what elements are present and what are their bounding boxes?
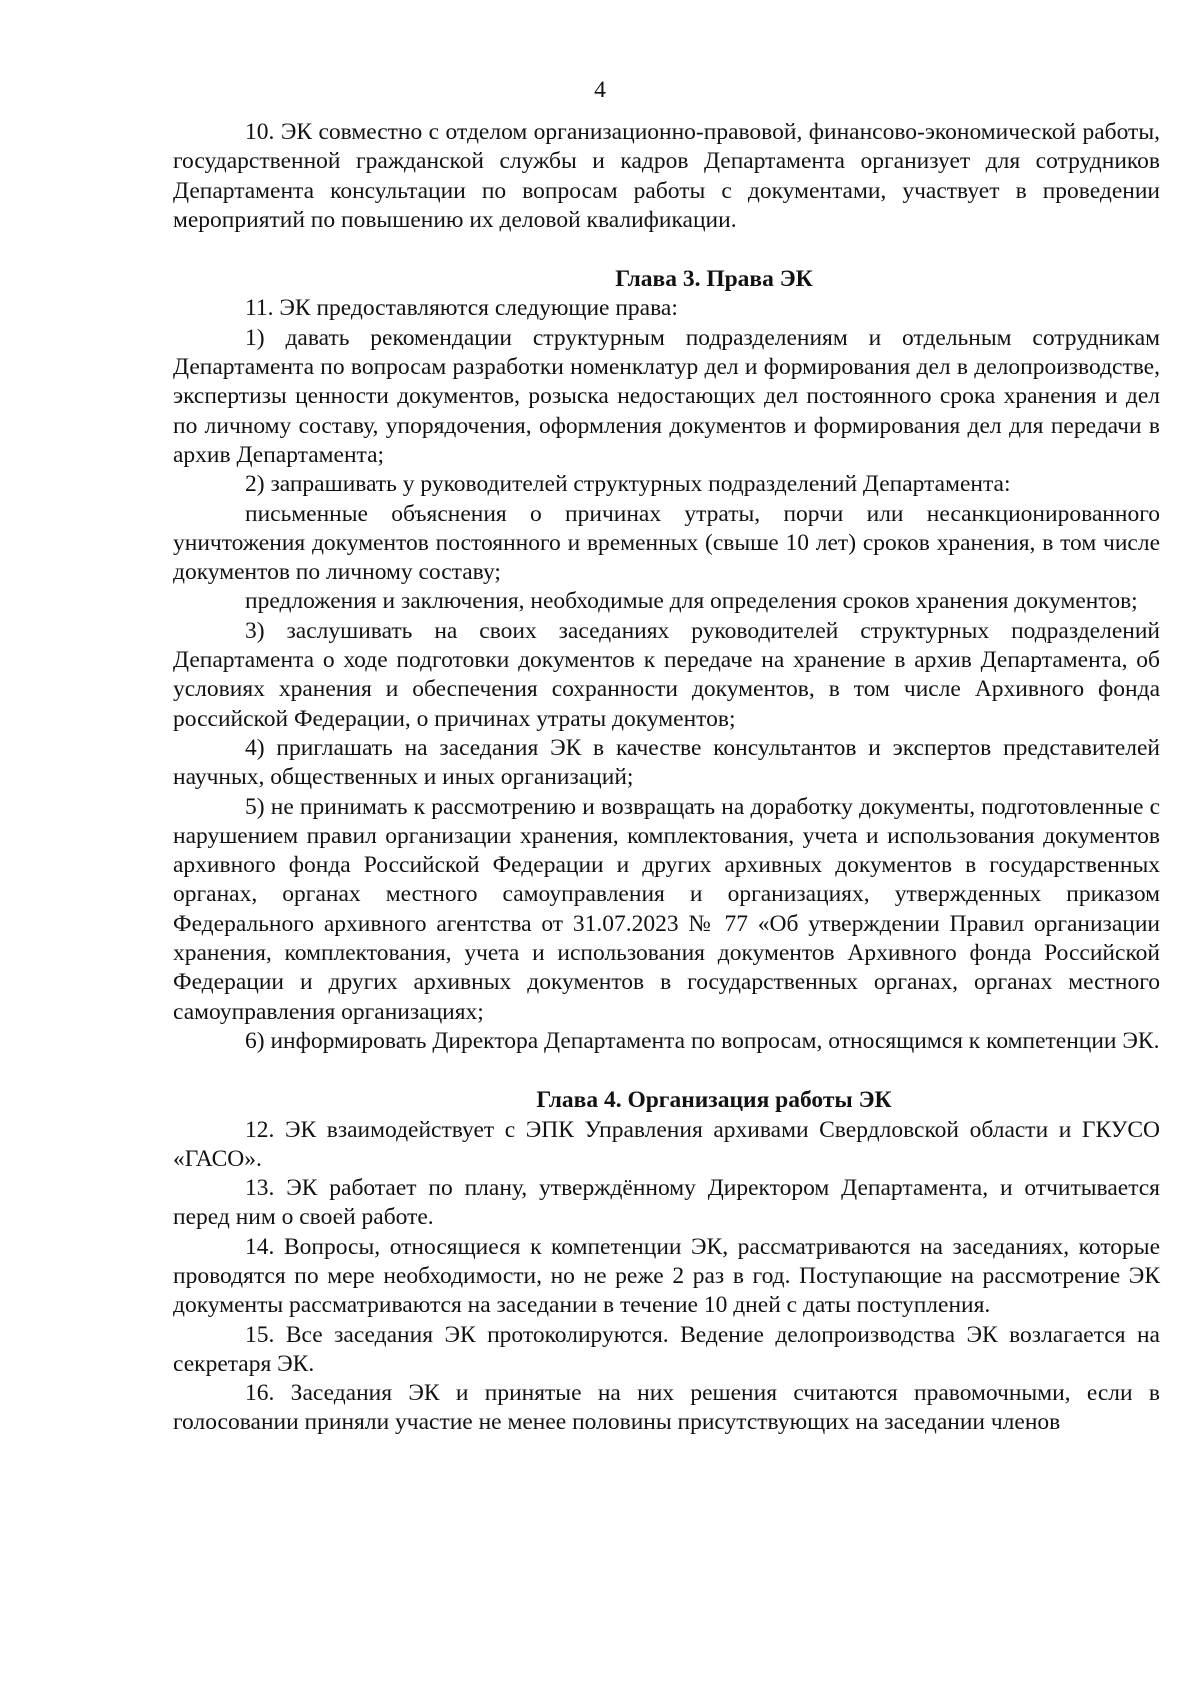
right-item-5: 5) не принимать к рассмотрению и возвращать на доработку документы, подготовленные с нарушением правил организации хранения, комплектования, учета и использования документов архивного фонда Российской Федерации и других архивных документов в государственных органах, органах местного самоуправления и организациях, утвержденных приказом Федерального архивного агентства от 31.07.2023 № 77 «Об утверждении Правил организации хранения, комплектования, учета и использования документов Архивного фонда Российской Федерации и других архивных документов в государственных органах, органах местного самоуправления организациях; (173, 793, 1160, 1025)
right-item-3: 3) заслушивать на своих заседаниях руководителей структурных подразделений Департамента о ходе подготовки документов к передаче на хранение в архив Департамента, об условиях хранения и обеспечения сохранности документов, в том числе Архивного фонда российской Федерации, о причинах утраты документов; (173, 617, 1160, 732)
right-item-1: 1) давать рекомендации структурным подразделениям и отдельным сотрудникам Департамента по вопросам разработки номенклатур дел и формирования дел в делопроизводстве, экспертизы ценности документов, розыска недостающих дел постоянного срока хранения и дел по личному составу, упорядочения, оформления документов и формирования дел для передачи в архив Департамента; (173, 324, 1160, 468)
document-body (173, 118, 1160, 1438)
paragraph-11: 11. ЭК предоставляются следующие права: (245, 295, 678, 322)
paragraph-16: 16. Заседания ЭК и принятые на них решения считаются правомочными, если в голосовании приняли участие не менее половины присутствующих на заседании членов (173, 1380, 1160, 1436)
right-item-4: 4) приглашать на заседания ЭК в качестве консультантов и экспертов представителей научных, общественных и иных организаций; (173, 734, 1160, 791)
section-gap (173, 235, 1160, 265)
paragraph-13: 13. ЭК работает по плану, утверждённому Директором Департамента, и отчитывается перед ним о своей работе. (173, 1175, 1160, 1231)
right-item-2-proposals: предложения и заключения, необходимые для определения сроков хранения документов; (245, 588, 1138, 615)
page-number: 4 (594, 77, 606, 103)
right-item-6: 6) информировать Директора Департамента по вопросам, относящимся к компетенции ЭК. (245, 1027, 1160, 1054)
paragraph-15: 15. Все заседания ЭК протоколируются. Ведение делопроизводства ЭК возлагается на секретаря ЭК. (173, 1321, 1160, 1377)
paragraph-10: 10. ЭК совместно с отделом организационно-правовой, финансово-экономической работы, государственной гражданской службы и кадров Департамента организует для сотрудников Департамента консультации по вопросам работы с документами, участвует в проведении мероприятий по повышению их деловой квалификации. (173, 119, 1160, 233)
paragraph-14: 14. Вопросы, относящиеся к компетенции ЭК, рассматриваются на заседаниях, которые проводятся по мере необходимости, но не реже 2 раз в год. Поступающие на рассмотрение ЭК документы рассматриваются на заседании в течение 10 дней с даты поступления. (173, 1233, 1160, 1319)
right-item-2: 2) запрашивать у руководителей структурных подразделений Департамента: (245, 471, 1011, 498)
section-gap (173, 1056, 1160, 1086)
right-item-2-explanations: письменные объяснения о причинах утраты, порчи или несанкционированного уничтожения документов постоянного и временных (свыше 10 лет) сроков хранения, в том числе документов по личному составу; (173, 500, 1160, 586)
chapter-4-heading: Глава 4. Организация работы ЭК (536, 1087, 892, 1114)
chapter-3-heading: Глава 3. Права ЭК (615, 266, 813, 293)
paragraph-12: 12. ЭК взаимодействует с ЭПК Управления архивами Свердловской области и ГКУСО «ГАСО». (173, 1116, 1160, 1172)
